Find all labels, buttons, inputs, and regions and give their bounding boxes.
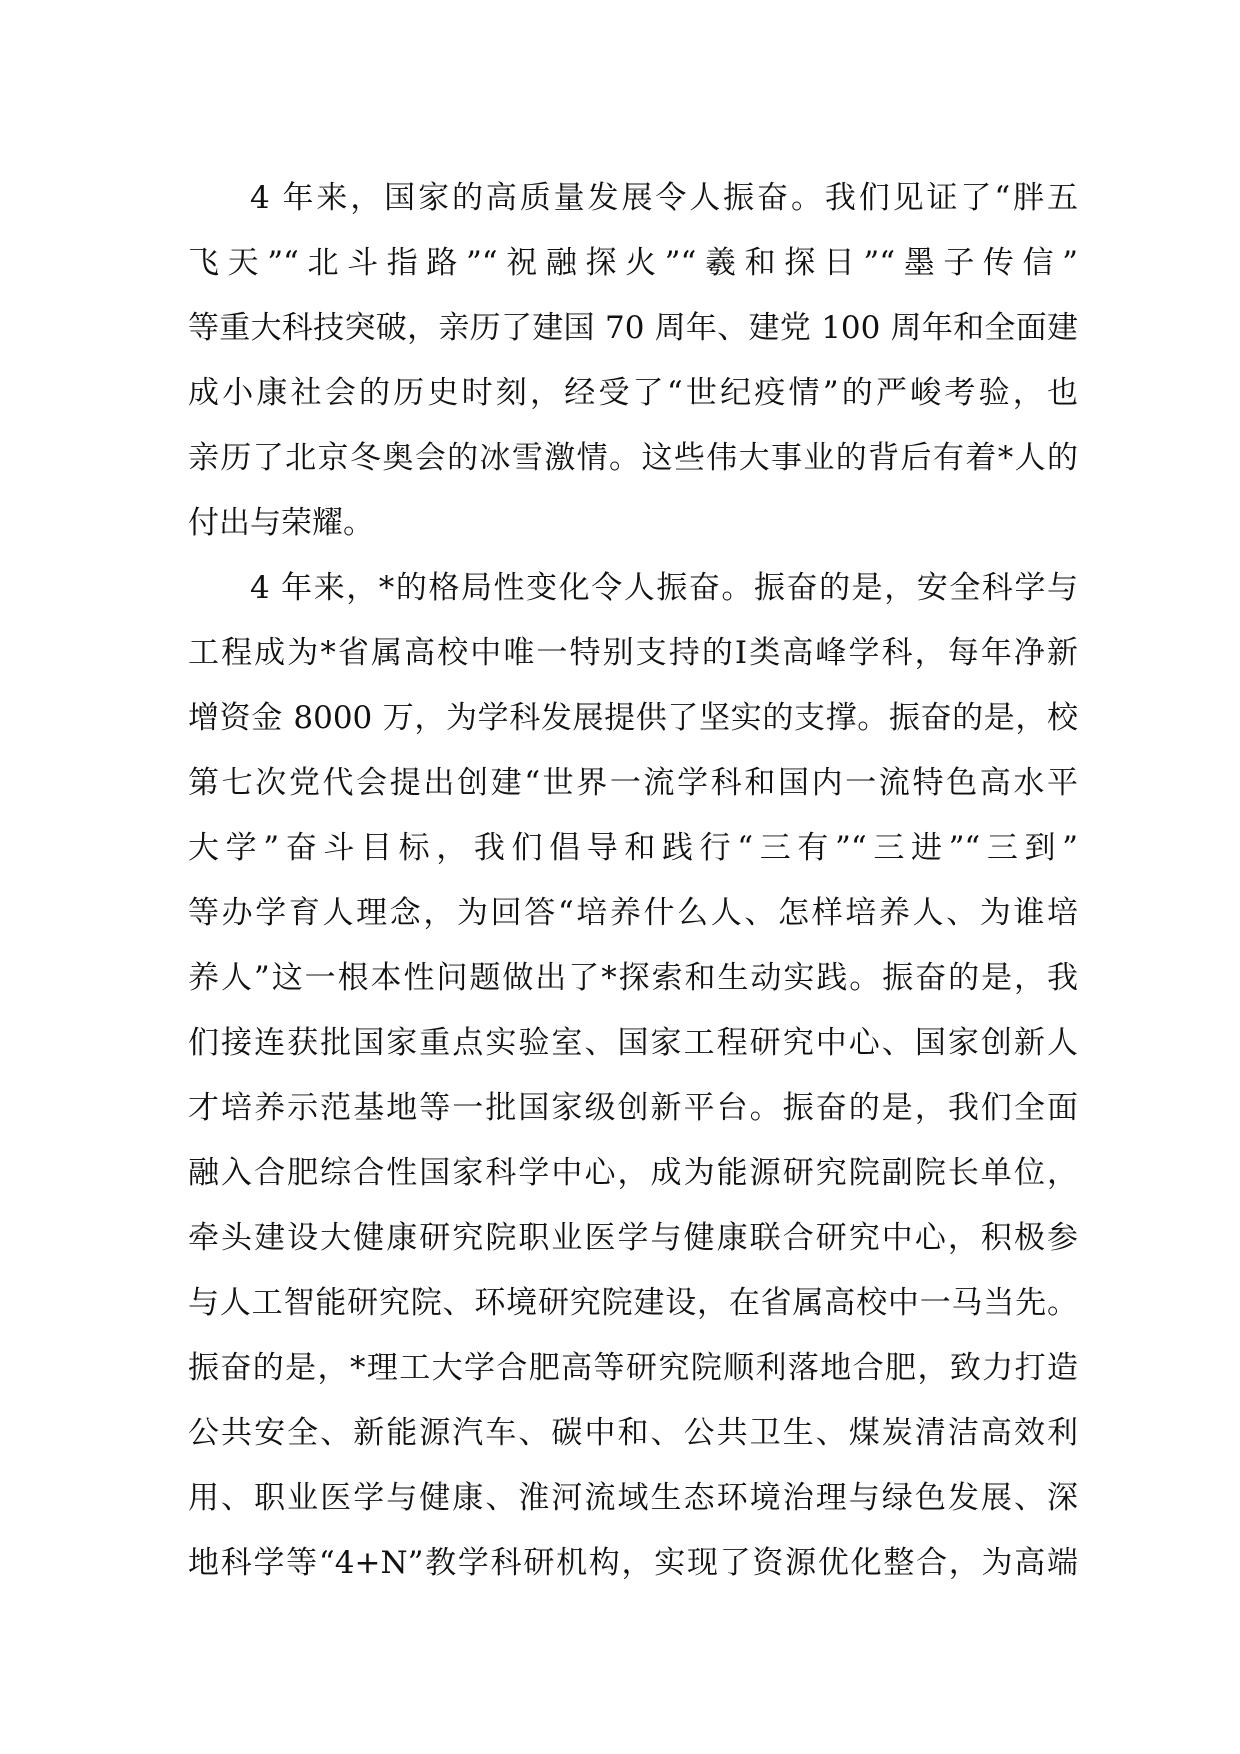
paragraph-line: 地科学等“4+N”教学科研机构，实现了资源优化整合，为高端 [188,1545,1078,1581]
paragraph-line: 付出与荣耀。 [188,505,374,541]
paragraph-line: 公共安全、新能源汽车、碳中和、公共卫生、煤炭清洁高效利 [188,1415,1078,1451]
paragraph-2 [188,556,1078,1596]
paragraph-line: 用、职业医学与健康、淮河流域生态环境治理与绿色发展、深 [188,1480,1078,1516]
paragraph-line: 4 年来，国家的高质量发展令人振奋。我们见证了“胖五 [250,180,1078,216]
paragraph-line: 大学”奋斗目标，我们倡导和践行“三有”“三进”“三到” [188,830,1078,866]
paragraph-line: 振奋的是，*理工大学合肥高等研究院顺利落地合肥，致力打造 [188,1350,1078,1386]
paragraph-line: 与人工智能研究院、环境研究院建设，在省属高校中一马当先。 [188,1285,1078,1321]
paragraph-line: 才培养示范基地等一批国家级创新平台。振奋的是，我们全面 [188,1090,1078,1126]
paragraph-1 [188,166,1078,556]
paragraph-line: 融入合肥综合性国家科学中心，成为能源研究院副院长单位， [188,1155,1078,1191]
paragraph-line: 飞天”“北斗指路”“祝融探火”“羲和探日”“墨子传信” [188,245,1078,281]
paragraph-line: 们接连获批国家重点实验室、国家工程研究中心、国家创新人 [188,1025,1078,1061]
paragraph-line: 亲历了北京冬奥会的冰雪激情。这些伟大事业的背后有着*人的 [188,440,1078,476]
paragraph-line: 4 年来，*的格局性变化令人振奋。振奋的是，安全科学与 [250,570,1078,606]
paragraph-line: 增资金 8000 万，为学科发展提供了坚实的支撑。振奋的是，校 [188,700,1078,736]
paragraph-line: 工程成为*省属高校中唯一特别支持的Ⅰ类高峰学科，每年净新 [188,635,1078,671]
paragraph-line: 养人”这一根本性问题做出了*探索和生动实践。振奋的是，我 [188,960,1078,996]
paragraph-line: 成小康社会的历史时刻，经受了“世纪疫情”的严峻考验，也 [188,375,1078,411]
paragraph-line: 牵头建设大健康研究院职业医学与健康联合研究中心，积极参 [188,1220,1078,1256]
paragraph-line: 等办学育人理念，为回答“培养什么人、怎样培养人、为谁培 [188,895,1078,931]
paragraph-line: 第七次党代会提出创建“世界一流学科和国内一流特色高水平 [188,765,1078,801]
paragraph-line: 等重大科技突破，亲历了建国 70 周年、建党 100 周年和全面建 [188,310,1078,346]
document-body [188,166,1078,1596]
